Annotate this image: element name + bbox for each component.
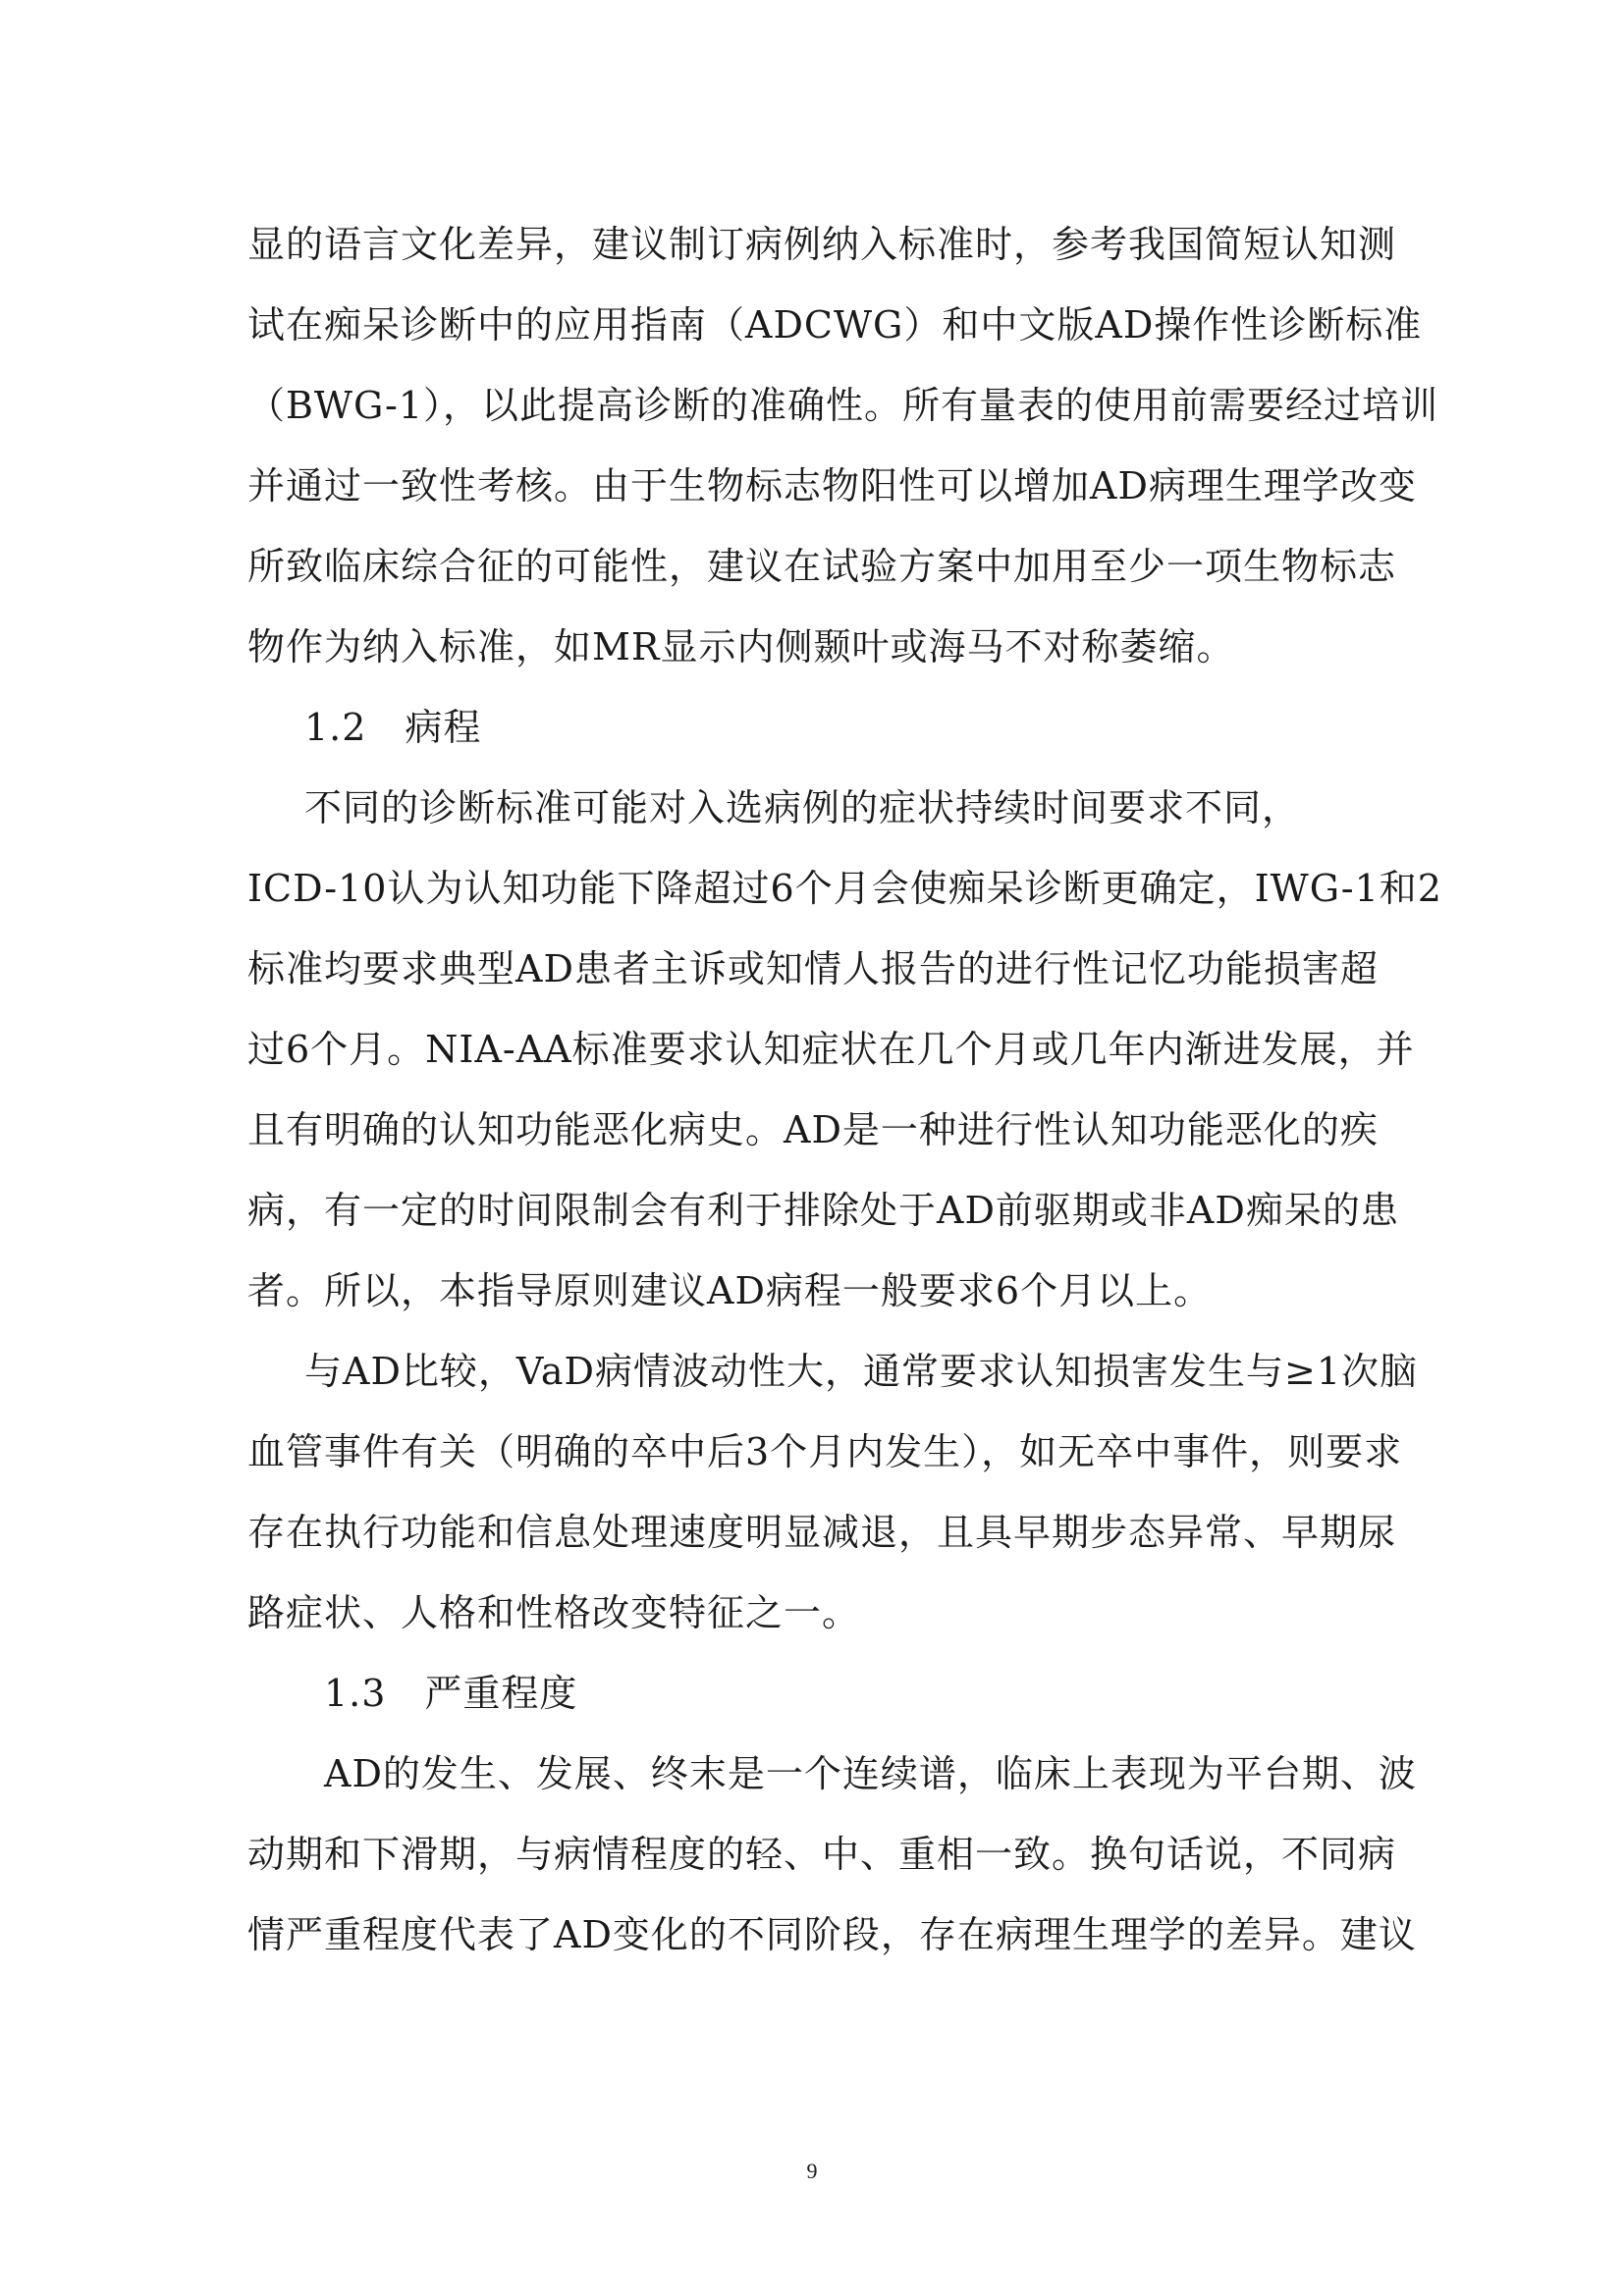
paragraph-line: AD的发生、发展、终末是一个连续谱，临床上表现为平台期、波 (324, 1752, 1417, 1795)
paragraph-line: 与AD比较，VaD病情波动性大，通常要求认知损害发生与≥1次脑 (304, 1350, 1419, 1393)
paragraph-line: 血管事件有关（明确的卒中后3个月内发生），如无卒中事件，则要求 (247, 1430, 1403, 1473)
paragraph-line: 显的语言文化差异，建议制订病例纳入标准时，参考我国简短认知测 (247, 223, 1397, 266)
paragraph-line: 情严重程度代表了AD变化的不同阶段，存在病理生理学的差异。建议 (247, 1913, 1417, 1956)
paragraph-line: 动期和下滑期，与病情程度的轻、中、重相一致。换句话说，不同病 (247, 1833, 1397, 1876)
paragraph-line: （BWG-1），以此提高诊断的准确性。所有量表的使用前需要经过培训 (247, 384, 1439, 427)
section-heading-1-3: 1.3 严重程度 (324, 1672, 578, 1715)
page-number: 9 (806, 2159, 818, 2183)
paragraph-line: ICD-10认为认知功能下降超过6个月会使痴呆诊断更确定，IWG-1和2 (247, 867, 1442, 910)
paragraph-line: 试在痴呆诊断中的应用指南（ADCWG）和中文版AD操作性诊断标准 (247, 303, 1423, 347)
paragraph-line: 且有明确的认知功能恶化病史。AD是一种进行性认知功能恶化的疾 (247, 1108, 1379, 1151)
paragraph-line: 物作为纳入标准，如MR显示内侧颞叶或海马不对称萎缩。 (247, 625, 1235, 668)
paragraph-line: 病，有一定的时间限制会有利于排除处于AD前驱期或非AD痴呆的患 (247, 1189, 1399, 1232)
paragraph-line: 并通过一致性考核。由于生物标志物阳性可以增加AD病理生理学改变 (247, 464, 1417, 507)
paragraph-line: 路症状、人格和性格改变特征之一。 (247, 1591, 861, 1634)
paragraph-line: 标准均要求典型AD患者主诉或知情人报告的进行性记忆功能损害超 (247, 947, 1379, 990)
paragraph-line: 所致临床综合征的可能性，建议在试验方案中加用至少一项生物标志 (247, 545, 1397, 588)
section-heading-1-2: 1.2 病程 (304, 706, 482, 749)
paragraph-line: 者。所以，本指导原则建议AD病程一般要求6个月以上。 (247, 1269, 1213, 1312)
paragraph-line: 过6个月。NIA-AA标准要求认知症状在几个月或几年内渐进发展，并 (247, 1028, 1415, 1071)
paragraph-line: 存在执行功能和信息处理速度明显减退，且具早期步态异常、早期尿 (247, 1511, 1397, 1554)
paragraph-line: 不同的诊断标准可能对入选病例的症状持续时间要求不同， (304, 786, 1301, 829)
